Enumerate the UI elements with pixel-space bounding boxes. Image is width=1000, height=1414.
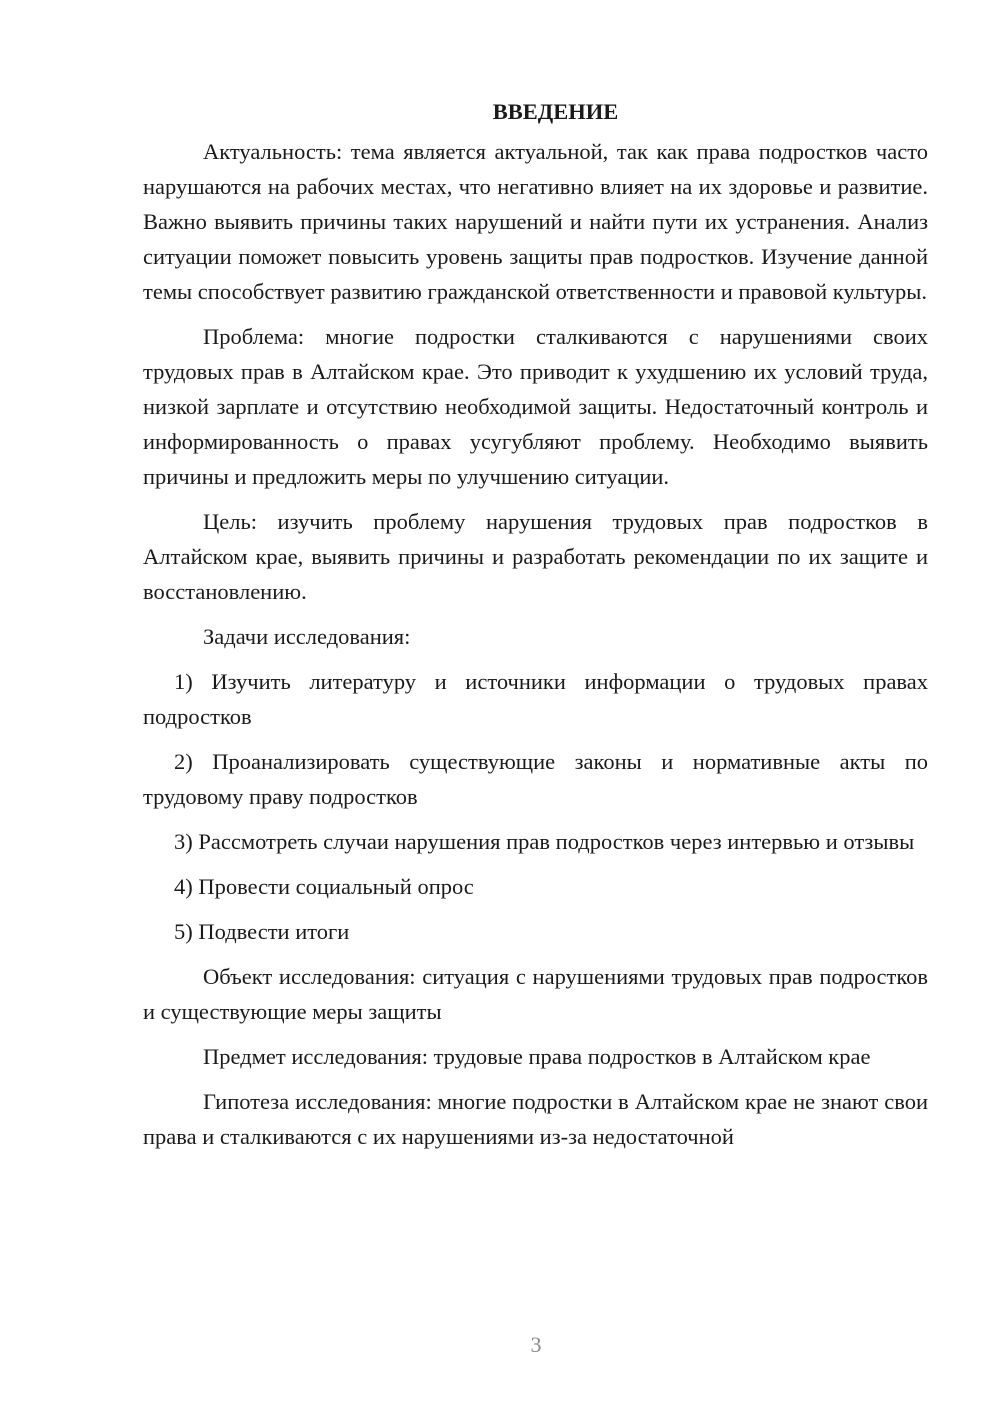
task-item-4: 4) Провести социальный опрос xyxy=(174,874,474,899)
goal-paragraph: Цель: изучить проблему нарушения трудовых прав подростков в Алтайском крае, выявить причины и разработать рекомендации по их защите и восстановлению. xyxy=(143,509,928,604)
subject-paragraph: Предмет исследования: трудовые права подростков в Алтайском крае xyxy=(203,1044,871,1069)
task-item-1: 1) Изучить литературу и источники информации о трудовых правах подростков xyxy=(143,669,928,729)
problem-paragraph: Проблема: многие подростки сталкиваются с нарушениями своих трудовых прав в Алтайском крае. Это приводит к ухудшению их условий труда, низкой зарплате и отсутствию необходимой защиты. Недостаточный контроль и информированность о правах усугубляют проблему. Необходимо выявить причины и предложить меры по улучшению ситуации. xyxy=(143,324,928,489)
hypothesis-paragraph: Гипотеза исследования: многие подростки в Алтайском крае не знают свои права и сталкиваются с их нарушениями из-за недостаточной xyxy=(143,1089,928,1149)
relevance-paragraph: Актуальность: тема является актуальной, так как права подростков часто нарушаются на рабочих местах, что негативно влияет на их здоровье и развитие. Важно выявить причины таких нарушений и найти пути их устранения. Анализ ситуации поможет повысить уровень защиты прав подростков. Изучение данной темы способствует развитию гражданской ответственности и правовой культуры. xyxy=(143,139,928,304)
task-item-3: 3) Рассмотреть случаи нарушения прав подростков через интервью и отзывы xyxy=(174,829,915,854)
section-heading: ВВЕДЕНИЕ xyxy=(492,99,619,124)
page-content xyxy=(143,94,928,1164)
page-number: 3 xyxy=(530,1332,542,1357)
object-paragraph: Объект исследования: ситуация с нарушениями трудовых прав подростков и существующие меры защиты xyxy=(143,964,928,1024)
tasks-heading: Задачи исследования: xyxy=(203,624,411,649)
task-item-2: 2) Проанализировать существующие законы и нормативные акты по трудовому праву подростков xyxy=(143,749,928,809)
task-item-5: 5) Подвести итоги xyxy=(174,919,350,944)
